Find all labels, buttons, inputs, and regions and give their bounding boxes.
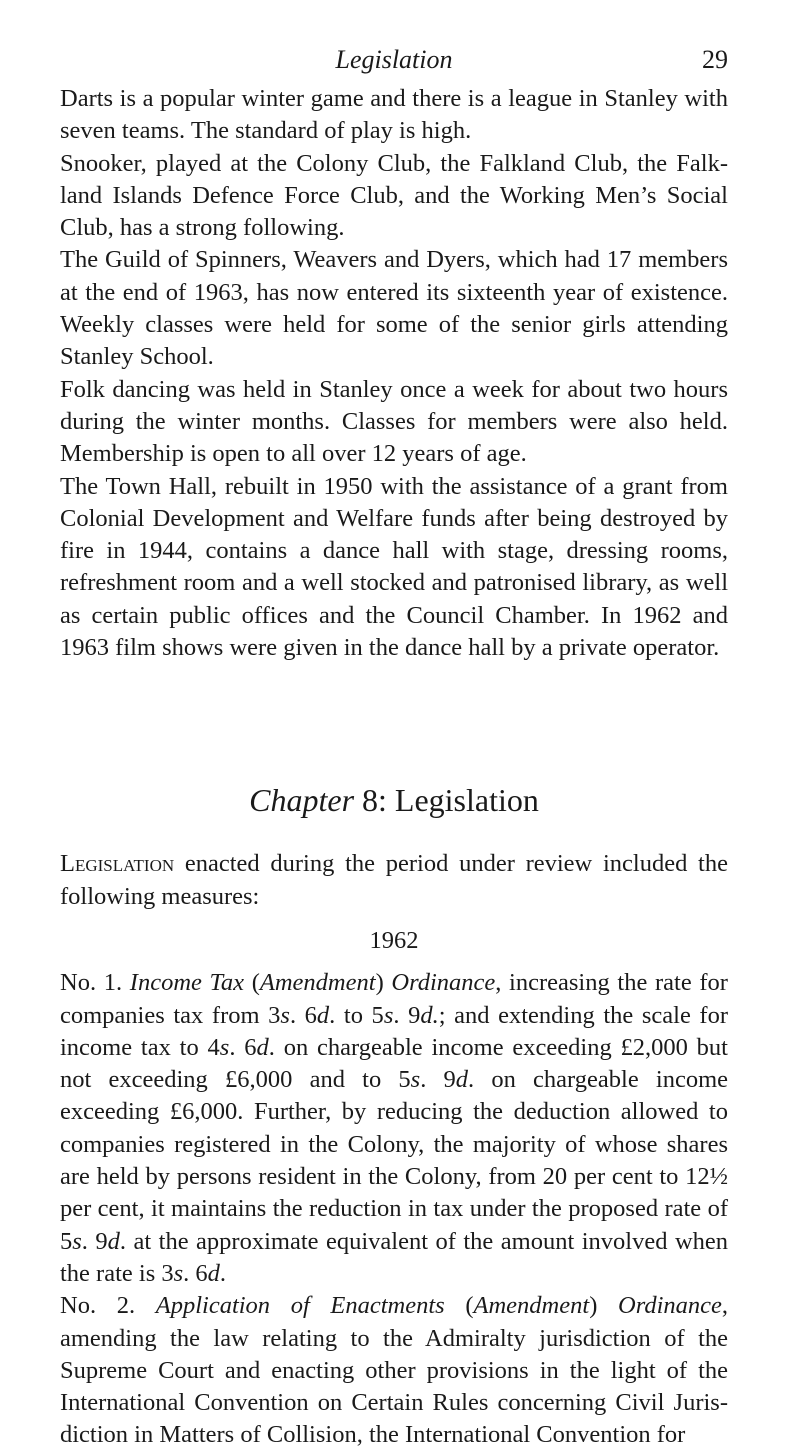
shilling-abbr: s (72, 1227, 82, 1255)
recreation-section (60, 83, 728, 664)
pence-abbr: d (207, 1259, 220, 1287)
chapter-word: Chapter (249, 782, 355, 819)
paren-open: ( (444, 1292, 474, 1320)
measure-title-amendment: Amendment (473, 1292, 590, 1320)
paren-open: ( (244, 969, 260, 997)
measure-title-amendment: Amendment (259, 969, 376, 997)
intro-text: enacted during the period under review included the following measures: (60, 850, 728, 910)
measure-text: . 9 (420, 1066, 456, 1094)
measure-text: . (219, 1259, 227, 1287)
running-title: Legislation (335, 45, 453, 74)
chapter-title: Legislation (394, 782, 539, 819)
pence-abbr: d (256, 1033, 269, 1061)
shilling-abbr: s (410, 1066, 421, 1094)
measure-number: No. 1. (60, 969, 130, 997)
paragraph-darts: Darts is a popular winter game and there is a league in Stanley with seven teams. The standard of play is high. (60, 85, 728, 145)
shilling-abbr: s (383, 1001, 394, 1029)
paren-close: ) (375, 969, 392, 997)
pence-abbr: d (316, 1001, 330, 1029)
chapter-number: 8: (354, 782, 395, 819)
measure-title-ordinance: Ordinance (618, 1292, 722, 1320)
measure-text: . 9 (393, 1001, 421, 1029)
measure-number: No. 2. (60, 1292, 156, 1320)
measure-title: Application of Enactments (155, 1292, 445, 1320)
paren-close: ) (589, 1292, 618, 1320)
measure-text: , increasing the rate for companies tax from 3 (60, 969, 728, 1029)
paragraph-town-hall: The Town Hall, rebuilt in 1950 with the assistance of a grant from Colonial Development and Welfare funds after being destroyed by fire in 1944, contains a dance hall with stage, dressing rooms, refreshment room and a well stocked and patronised library, as well as certain public offices and the Council Chamber. In 1962 and 1963 film shows were given in the dance hall by a private operator. (60, 472, 728, 662)
measure-text: , amending the law relating to the Admiralty jurisdiction of the Supreme Court and enacting other provisions in the light of the International Convention on Certain Rules concerning Civil Jurisdiction in Matters of Collision, the International Convention for (60, 1292, 728, 1449)
running-header (60, 45, 728, 83)
measure-text: . to 5 (329, 1001, 384, 1029)
measure-text: . 9 (81, 1227, 108, 1255)
measure-text: . on chargeable income exceeding £2,000 but not exceeding £6,000 and to 5 (60, 1033, 728, 1094)
measure-title: Income Tax (129, 969, 245, 997)
measure-no-1 (60, 967, 728, 1290)
measure-text: . on chargeable income exceeding £6,000. Further, by reducing the deduction allowed to companies registered in the Colony, the majority of whose shares are held by persons resident in the Colony, from 20 per cent to 12½ per cent, it maintains the reduction in tax under the proposed rate of 5 (60, 1066, 729, 1255)
pence-abbr: d (455, 1066, 469, 1094)
shilling-abbr: s (173, 1259, 184, 1287)
measure-text: . 6 (289, 1001, 317, 1029)
intro-lead: Legislation (60, 850, 175, 878)
page-number: 29 (702, 45, 728, 74)
shilling-abbr: s (219, 1033, 230, 1061)
paragraph-folk-dancing: Folk dancing was held in Stanley once a week for about two hours during the winter months. Classes for members were also held. Membership is open to all over 12 years of age. (60, 375, 728, 468)
shilling-abbr: s (280, 1001, 290, 1029)
measure-text: . at the approximate equivalent of the amount involved when the rate is 3 (60, 1227, 729, 1287)
pence-abbr: d (107, 1227, 120, 1255)
measure-text: ; and extending the scale for income tax to 4 (60, 1001, 728, 1061)
paragraph-guild: The Guild of Spinners, Weavers and Dyers, which had 17 members at the end of 1963, has now entered its sixteenth year of existence. Weekly classes were held for some of the senior girls attending Stanley School. (60, 246, 728, 371)
measure-text: . 6 (183, 1259, 208, 1287)
measure-no-2 (60, 1290, 728, 1451)
paragraph-snooker: Snooker, played at the Colony Club, the Falkland Club, the Falkland Islands Defence Force Club, and the Working Men’s Social Club, has a strong following. (60, 149, 728, 242)
chapter-heading (60, 780, 728, 820)
year-heading: 1962 (369, 926, 419, 954)
legislation-intro (60, 848, 728, 913)
pence-abbr: d. (420, 1001, 439, 1029)
measure-text: . 6 (229, 1033, 257, 1061)
measure-title-ordinance: Ordinance (391, 969, 496, 997)
document-page (60, 45, 728, 1452)
